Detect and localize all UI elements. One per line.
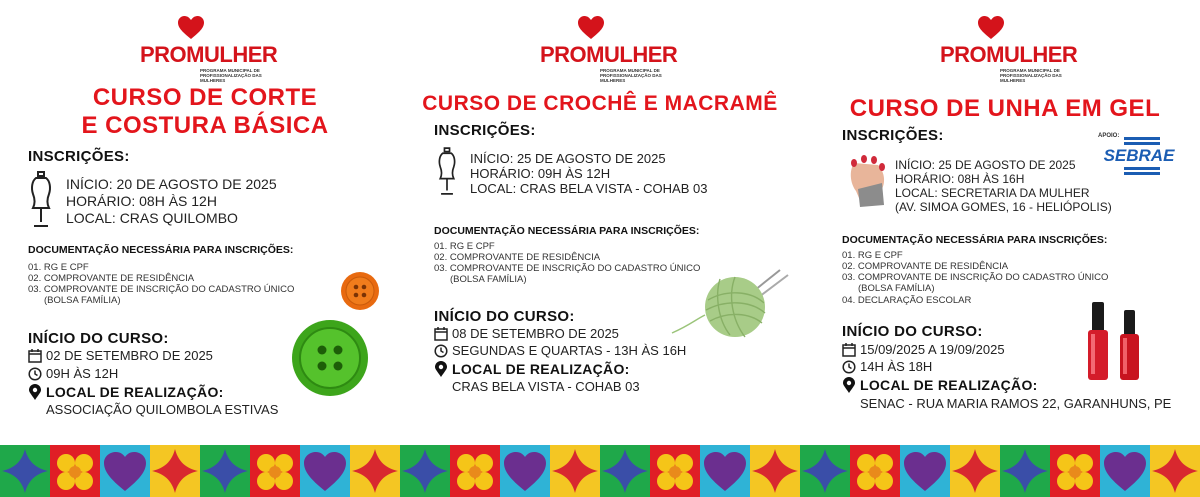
inscricao-local: LOCAL: CRAS BELA VISTA - COHAB 03 [470, 181, 708, 196]
doc-item: 02. COMPROVANTE DE RESIDÊNCIA [434, 252, 601, 263]
course-title: CURSO DE UNHA EM GEL [849, 95, 1161, 122]
clock-icon [434, 344, 448, 358]
doc-item: (BOLSA FAMÍLIA) [450, 274, 527, 285]
course-time: 09H ÀS 12H [46, 366, 119, 381]
local-realizacao-heading: LOCAL DE REALIZAÇÃO: [860, 377, 1038, 393]
course-date: 02 DE SETEMBRO DE 2025 [46, 348, 213, 363]
green-button-image [290, 318, 370, 398]
course-title [40, 84, 370, 140]
inscricao-horario: HORÁRIO: 08H ÀS 16H [895, 172, 1025, 186]
local-realizacao-heading: LOCAL DE REALIZAÇÃO: [452, 361, 630, 377]
inicio-curso-heading: INÍCIO DO CURSO: [434, 308, 575, 325]
dress-form-icon [28, 170, 54, 228]
doc-item: 02. COMPROVANTE DE RESIDÊNCIA [28, 273, 195, 284]
nail-polish-image [1084, 302, 1146, 382]
logo-subtitle: PROGRAMA MUNICIPAL DE PROFISSIONALIZAÇÃO DAS MULHERES [1000, 68, 1062, 83]
doc-item: 03. COMPROVANTE DE INSCRIÇÃO DO CADASTRO ÚNICO [28, 284, 295, 295]
course-title: CURSO DE CROCHÊ E MACRAMÊ [422, 92, 778, 115]
documentation-heading: DOCUMENTAÇÃO NECESSÁRIA PARA INSCRIÇÕES: [434, 225, 700, 237]
inscricao-horario: HORÁRIO: 08H ÀS 12H [66, 193, 217, 209]
calendar-icon [434, 327, 448, 341]
inicio-curso-heading: INÍCIO DO CURSO: [842, 323, 983, 340]
yarn-ball-image [670, 265, 790, 345]
inscricao-endereco: (AV. SIMOA GOMES, 16 - HELIÓPOLIS) [895, 200, 1112, 214]
inicio-curso-heading: INÍCIO DO CURSO: [28, 330, 169, 347]
promulher-logo [940, 16, 1078, 83]
inscricao-local: LOCAL: CRAS QUILOMBO [66, 210, 238, 226]
local-realizacao: SENAC - RUA MARIA RAMOS 22, GARANHUNS, PE [860, 396, 1172, 411]
documentation-heading: DOCUMENTAÇÃO NECESSÁRIA PARA INSCRIÇÕES: [842, 234, 1108, 246]
inscricoes-heading: INSCRIÇÕES: [434, 122, 536, 139]
doc-item: (BOLSA FAMÍLIA) [44, 295, 121, 306]
decorative-pattern-border [0, 445, 1200, 497]
course-date: 08 DE SETEMBRO DE 2025 [452, 326, 619, 341]
course-panel-unha-gel [800, 0, 1200, 445]
doc-item: 01. RG E CPF [28, 262, 89, 273]
local-realizacao: CRAS BELA VISTA - COHAB 03 [452, 379, 640, 394]
logo-subtitle: PROGRAMA MUNICIPAL DE PROFISSIONALIZAÇÃO DAS MULHERES [200, 68, 262, 83]
location-pin-icon [435, 361, 447, 377]
logo-wordmark: PROMULHER [540, 42, 678, 67]
doc-item: 03. COMPROVANTE DE INSCRIÇÃO DO CADASTRO ÚNICO [842, 272, 1109, 283]
sebrae-logo [1100, 137, 1178, 175]
inscricao-horario: HORÁRIO: 09H ÀS 12H [470, 166, 611, 181]
course-panel-corte-costura [0, 0, 400, 445]
dress-form-icon [436, 146, 458, 196]
inscricao-local: LOCAL: SECRETARIA DA MULHER [895, 186, 1090, 200]
doc-item: 04. DECLARAÇÃO ESCOLAR [842, 295, 972, 306]
doc-item: 03. COMPROVANTE DE INSCRIÇÃO DO CADASTRO ÚNICO [434, 263, 701, 274]
inscricao-inicio: INÍCIO: 25 DE AGOSTO DE 2025 [895, 158, 1076, 172]
course-panel-croche-macrame [400, 0, 800, 445]
local-realizacao: ASSOCIAÇÃO QUILOMBOLA ESTIVAS [46, 402, 279, 417]
calendar-icon [842, 343, 856, 357]
documentation-heading: DOCUMENTAÇÃO NECESSÁRIA PARA INSCRIÇÕES: [28, 244, 294, 256]
nail-hand-image [844, 153, 890, 208]
location-pin-icon [843, 377, 855, 393]
location-pin-icon [29, 384, 41, 400]
course-title-line1: CURSO DE CORTE [92, 84, 318, 111]
calendar-icon [28, 349, 42, 363]
heart-icon [578, 16, 604, 40]
course-time: SEGUNDAS E QUARTAS - 13H ÀS 16H [452, 343, 687, 358]
clock-icon [842, 360, 856, 374]
logo-wordmark: PROMULHER [140, 42, 278, 67]
course-title-line2: E COSTURA BÁSICA [81, 112, 329, 139]
pattern-svg [0, 445, 1200, 497]
promulher-logo [540, 16, 678, 83]
doc-item: 01. RG E CPF [842, 250, 903, 261]
course-time: 14H ÀS 18H [860, 359, 933, 374]
local-realizacao-heading: LOCAL DE REALIZAÇÃO: [46, 384, 224, 400]
sebrae-wordmark: SEBRAE [1103, 146, 1175, 165]
doc-item: 02. COMPROVANTE DE RESIDÊNCIA [842, 261, 1009, 272]
apoio-label: APOIO: [1098, 133, 1120, 139]
heart-icon [978, 16, 1004, 40]
inscricoes-heading: INSCRIÇÕES: [842, 127, 944, 144]
inscricoes-heading: INSCRIÇÕES: [28, 148, 130, 165]
course-date: 15/09/2025 A 19/09/2025 [860, 342, 1005, 357]
inscricao-inicio: INÍCIO: 20 DE AGOSTO DE 2025 [66, 176, 277, 192]
clock-icon [28, 367, 42, 381]
doc-item: 01. RG E CPF [434, 241, 495, 252]
logo-subtitle: PROGRAMA MUNICIPAL DE PROFISSIONALIZAÇÃO DAS MULHERES [600, 68, 662, 83]
inscricao-inicio: INÍCIO: 25 DE AGOSTO DE 2025 [470, 151, 666, 166]
heart-icon [178, 16, 204, 40]
doc-item: (BOLSA FAMÍLIA) [858, 283, 935, 294]
promulher-logo [140, 16, 278, 83]
logo-wordmark: PROMULHER [940, 42, 1078, 67]
orange-button-image [340, 271, 380, 311]
